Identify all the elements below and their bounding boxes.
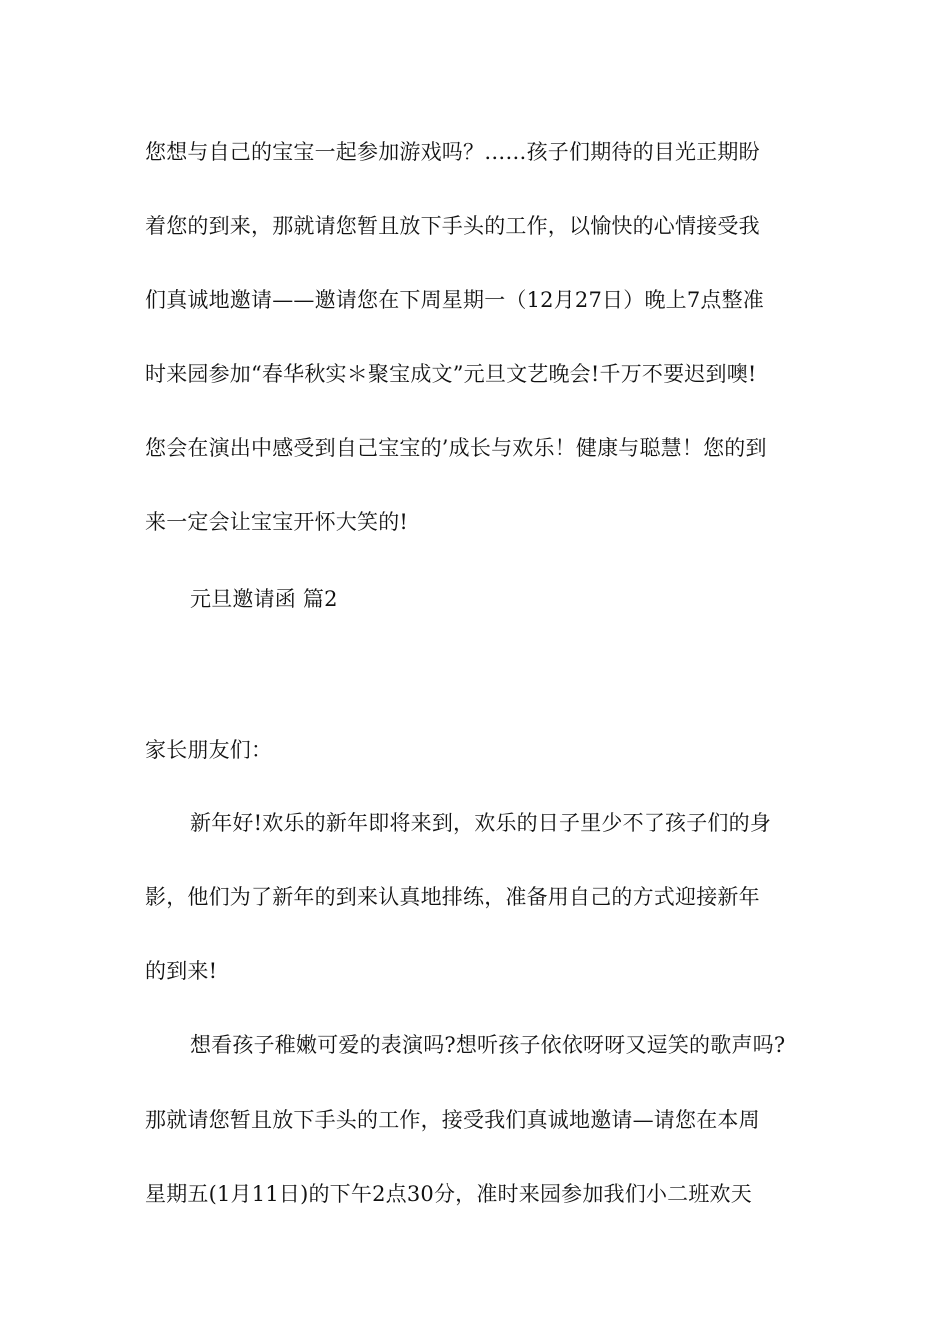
salutation: 家长朋友们： (145, 738, 273, 762)
paragraph-line: 新年好!欢乐的新年即将来到，欢乐的日子里少不了孩子们的身 (190, 811, 772, 835)
paragraph-line: 您想与自己的宝宝一起参加游戏吗？……孩子们期待的目光正期盼 (145, 140, 760, 164)
section-title: 元旦邀请函 篇2 (190, 587, 338, 611)
paragraph-line: 影，他们为了新年的到来认真地排练，准备用自己的方式迎接新年 (145, 885, 760, 909)
paragraph-line: 的到来! (145, 959, 218, 983)
paragraph-line: 着您的到来，那就请您暂且放下手头的工作，以愉快的心情接受我 (145, 214, 760, 238)
paragraph-line: 来一定会让宝宝开怀大笑的! (145, 510, 409, 534)
paragraph-line: 星期五(1月11日)的下午2点30分，准时来园参加我们小二班欢天 (145, 1182, 752, 1206)
paragraph-line: 们真诚地邀请——邀请您在下周星期一（12月27日）晚上7点整准 (145, 288, 765, 312)
paragraph-line: 那就请您暂且放下手头的工作，接受我们真诚地邀请—请您在本周 (145, 1108, 760, 1132)
paragraph-line: 时来园参加“春华秋实＊聚宝成文”元旦文艺晚会!千万不要迟到噢! (145, 362, 757, 386)
paragraph-line: 您会在演出中感受到自己宝宝的’成长与欢乐！健康与聪慧！您的到 (145, 436, 767, 460)
paragraph-line: 想看孩子稚嫩可爱的表演吗?想听孩子依依呀呀又逗笑的歌声吗? (190, 1033, 786, 1057)
